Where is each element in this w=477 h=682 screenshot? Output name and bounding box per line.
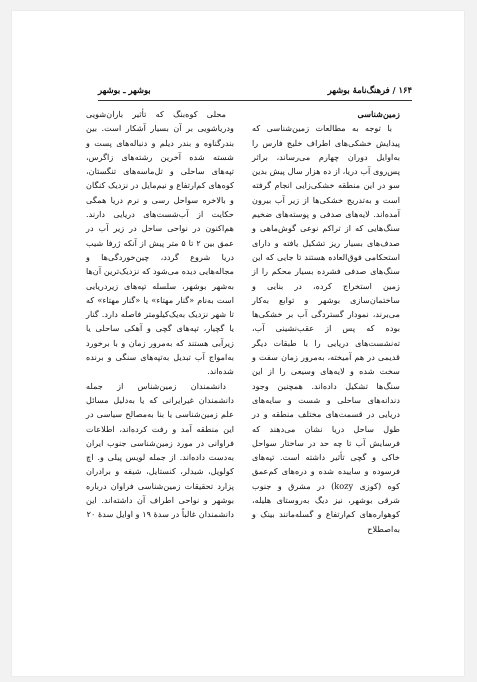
running-header	[98, 85, 412, 95]
paragraph: با توجه به مطالعات زمین‌شناسی که پیدایش خشکی‌های اطراف خلیج فارس را به‌اوایل دوران چهارم می‌رساند، براثر پس‌روی آب دریا، از ده هزار سال پیش بدین سو در این منطقه خشکی‌زایی انجام گرفته است و به‌تدریج خشکی‌ها از زیر آب بیرون آمده‌اند. لایه‌های صدفی و پوسته‌های ضخیم سنگ‌هایی که از تراکم نوعی گوش‌ماهی و صدف‌های بسیار ریز تشکیل یافته و دارای استحکامی فوق‌العاده هستند تا جایی که این سنگ‌های صدفی فشرده بسیار محکم را از زمین استخراج کرده، در بنایی و ساختمان‌سازی بوشهر و توابع به‌کار می‌برند، نمودار گستردگی آب بر خشکی‌ها بوده که پس از عقب‌نشینی آب، ته‌نشست‌های دریایی را با طبقات دیگر قدیمی در هم آمیخته، به‌مرور زمان سفت و سخت شده و لایه‌های وسیعی را از این سنگ‌ها تشکیل داده‌اند. همچنین وجود دندانه‌های ساحلی و شست و سایه‌های دریایی در قسمت‌های مختلف منطقه و در طول ساحل دریا نشان می‌دهند که فرسایش آب تا چه حد در ساختار سواحل خاکی و گچی تأثیر داشته است. تپه‌های فرسوده و ساییده شده و دره‌های کم‌عمق کوه (کوزی kozy) در مشرق و جنوب شرقی بوشهر، نیز دیگ به‌روستای هلیله، کوهواره‌های کم‌ارتفاع و گسله‌مانند بینک و به‌اصطلاح	[252, 123, 400, 534]
page-number-title: ۱۶۴ / فرهنگ‌نامهٔ بوشهر	[327, 85, 412, 95]
section-title: بوشهر ـ بوشهر	[98, 85, 151, 95]
section-heading: زمین‌شناسی	[357, 109, 400, 119]
right-column	[252, 107, 400, 536]
book-page	[12, 11, 464, 676]
paragraph: محلی کوه‌بنگ که تأثیر باران‌شویی ودریاشویی بر آن بسیار آشکار است. بین بندرگناوه و بندر دیلم و دنباله‌های پست و شسته شده آخرین رشته‌های زاگرس، تپه‌های ساحلی و تل‌ماسه‌های تنگستان، کوه‌های کم‌ارتفاع و نیم‌مایل در نزدیک کنگان و بالاخره سواحل رسی و نرم دریا همگی حکایت از آب‌شست‌های دریایی دارند. هم‌اکنون در نواحی ساحل در زیر آب در عمق بین ۲ تا ۵ متر پیش از آنکه ژرفا شیب دریا شروع گردد، چین‌خوردگی‌ها و مجاله‌هایی دیده می‌شود که نزدیک‌ترین آن‌ها به‌شهر بوشهر، سلسله تپه‌های زیردریایی است به‌نام «گنار مهتاء» یا «گنار مهتاء» که تا شهر نزدیک به‌یک‌کیلومتر فاصله دارد. گنار یا گچیار، تپه‌های گچی و آهکی ساحلی یا زیرآبی هستند که به‌مرور زمان و با برخورد به‌امواج آب تبدیل به‌تپه‌های سنگی و برنده شده‌اند.	[86, 109, 234, 377]
header-rule	[98, 100, 412, 101]
paragraph: دانشمندان زمین‌شناس از جمله دانشمندان غیرایرانی که یا به‌دلیل مسائل علم زمین‌شناسی یا بنا به‌مصالح سیاسی در این منطقه آمد و رفت کرده‌اند، اطلاعات فراوانی در مورد زمین‌شناسی جنوب ایران به‌دست داده‌اند. از جمله لویس پیلی و. اچ کولویل، شیدلر، کنستایل، شیفه و برادران پزارد تحقیقات زمین‌شناسی فراوان درباره بوشهر و نواحی اطراف آن داشته‌اند. این دانشمندان غالباً در سدهٔ ۱۹ و اوایل سدهٔ ۲۰	[86, 380, 234, 520]
left-column	[86, 107, 234, 522]
